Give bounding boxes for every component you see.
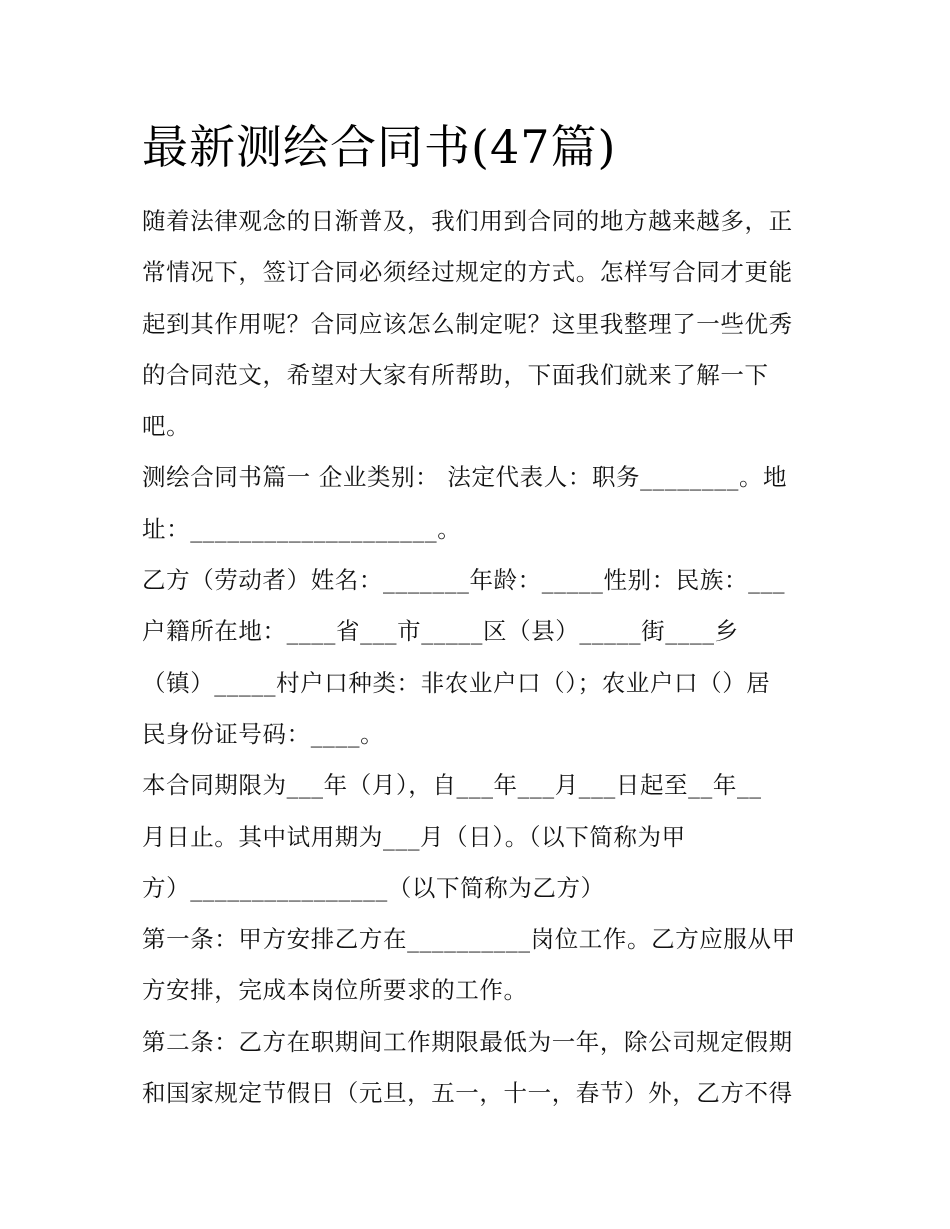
body-line: 址：____________________。	[142, 514, 462, 543]
body-line: 第二条：乙方在职期间工作期限最低为一年，除公司规定假期	[142, 1027, 793, 1056]
body-line: 方安排，完成本岗位所要求的工作。	[142, 976, 528, 1005]
body-line: 方）________________（以下简称为乙方）	[142, 873, 605, 902]
body-line: （镇）_____村户口种类：非农业户口（）；农业户口（）居	[142, 668, 771, 697]
body-line: 随着法律观念的日渐普及，我们用到合同的地方越来越多，正	[142, 207, 793, 235]
body-line: 户籍所在地：____省___市_____区（县）_____街____乡	[142, 617, 739, 646]
body-line: 月日止。其中试用期为___月（日）。（以下简称为甲	[142, 822, 686, 851]
document-title: 最新测绘合同书(47篇)	[142, 120, 617, 174]
body-line: 乙方（劳动者）姓名：_______年龄：_____性别：民族：___	[142, 566, 786, 595]
body-line: 的合同范文，希望对大家有所帮助，下面我们就来了解一下	[142, 360, 769, 389]
body-line: 吧。	[142, 412, 191, 441]
document-body	[142, 196, 822, 1119]
body-line: 常情况下，签订合同必须经过规定的方式。怎样写合同才更能	[142, 258, 793, 287]
body-line: 民身份证号码：____。	[142, 719, 385, 748]
body-line: 起到其作用呢？合同应该怎么制定呢？这里我整理了一些优秀	[142, 309, 793, 338]
body-line: 本合同期限为___年（月），自___年___月___日起至__年__	[142, 771, 762, 800]
body-line: 和国家规定节假日（元旦，五一，十一，春节）外，乙方不得	[142, 1079, 793, 1108]
body-line: 测绘合同书篇一 企业类别： 法定代表人：职务________。地	[142, 463, 788, 492]
body-line: 第一条：甲方安排乙方在__________岗位工作。乙方应服从甲	[142, 925, 796, 954]
